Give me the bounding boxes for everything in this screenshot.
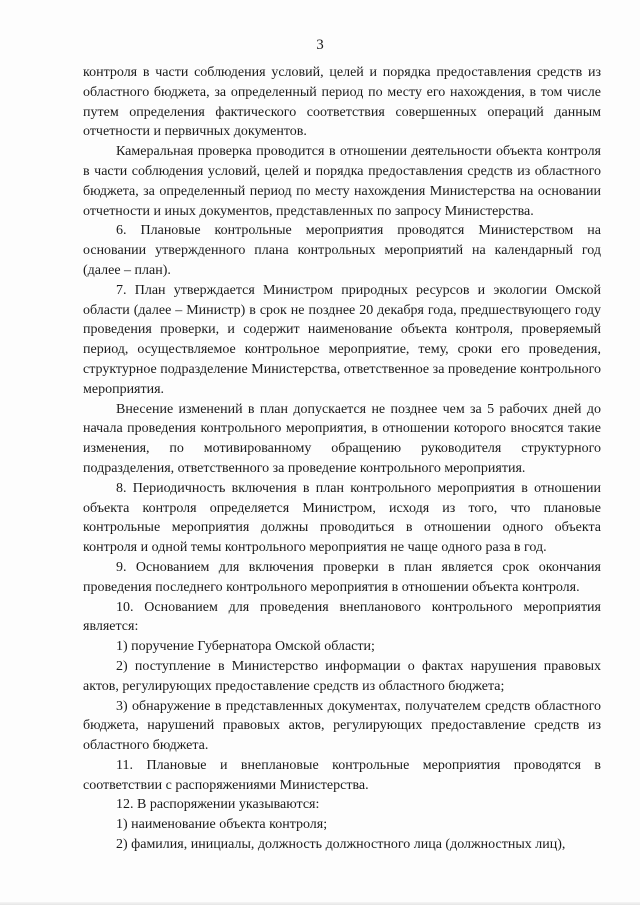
paragraph-item-12-1: 1) наименование объекта контроля;: [116, 817, 328, 833]
page-number: 3: [316, 37, 324, 53]
paragraph-desk-audit: Камеральная проверка проводится в отношении деятельности объекта контроля в части соблюдения условий, целей и порядка предоставления средств из областного бюджета, за определенный период по месту нахождения Министерства на основании отчетности и иных документов, представленных по запросу Министерства.: [83, 144, 601, 219]
paragraph-plan-changes: Внесение изменений в план допускается не позднее чем за 5 рабочих дней до начала проведения контрольного мероприятия, в отношении которого вносятся такие изменения, по мотивированному обращению руководителя структурного подразделения, ответственного за проведение контрольного мероприятия.: [83, 401, 601, 476]
paragraph-item-10: 10. Основанием для проведения внепланового контрольного мероприятия является:: [83, 599, 601, 635]
paragraph-item-11: 11. Плановые и внеплановые контрольные мероприятия проводятся в соответствии с распоряжениями Министерства.: [83, 757, 601, 793]
paragraph-item-9: 9. Основанием для включения проверки в план является срок окончания проведения последнего контрольного мероприятия в отношении объекта контроля.: [83, 559, 601, 595]
paragraph-item-12: 12. В распоряжении указываются:: [116, 797, 320, 813]
paragraph-item-6: 6. Плановые контрольные мероприятия проводятся Министерством на основании утвержденного плана контрольных мероприятий на календарный год (далее – план).: [83, 223, 601, 278]
paragraph-item-10-2: 2) поступление в Министерство информации о фактах нарушения правовых актов, регулирующих предоставление средств из областного бюджета;: [83, 658, 601, 694]
paragraph-item-12-2: 2) фамилия, инициалы, должность должностного лица (должностных лиц),: [116, 837, 566, 853]
paragraph-item-8: 8. Периодичность включения в план контрольного мероприятия в отношении объекта контроля определяется Министром, исходя из того, что плановые контрольные мероприятия должны проводиться в отношении одного объекта контроля и одной темы контрольного мероприятия не чаще одного раза в год.: [83, 480, 601, 556]
paragraph-continuation: контроля в части соблюдения условий, целей и порядка предоставления средств из областного бюджета, за определенный период по месту его нахождения, в том числе путем определения фактического соответствия совершенных операций данным отчетности и первичных документов.: [83, 65, 601, 140]
paragraph-item-10-3: 3) обнаружение в представленных документах, получателем средств областного бюджета, нарушений правовых актов, регулирующих предоставление средств из областного бюджета.: [83, 698, 601, 754]
document-body: [83, 63, 601, 855]
paragraph-item-10-1: 1) поручение Губернатора Омской области;: [116, 639, 375, 655]
paragraph-item-7: 7. План утверждается Министром природных ресурсов и экологии Омской области (далее – Министр) в срок не позднее 20 декабря года, предшествующего году проведения проверки, и содержит наименование объекта контроля, проверяемый период, осуществляемое контрольное мероприятие, тему, сроки его проведения, структурное подразделение Министерства, ответственное за проведение контрольного мероприятия.: [83, 282, 601, 397]
